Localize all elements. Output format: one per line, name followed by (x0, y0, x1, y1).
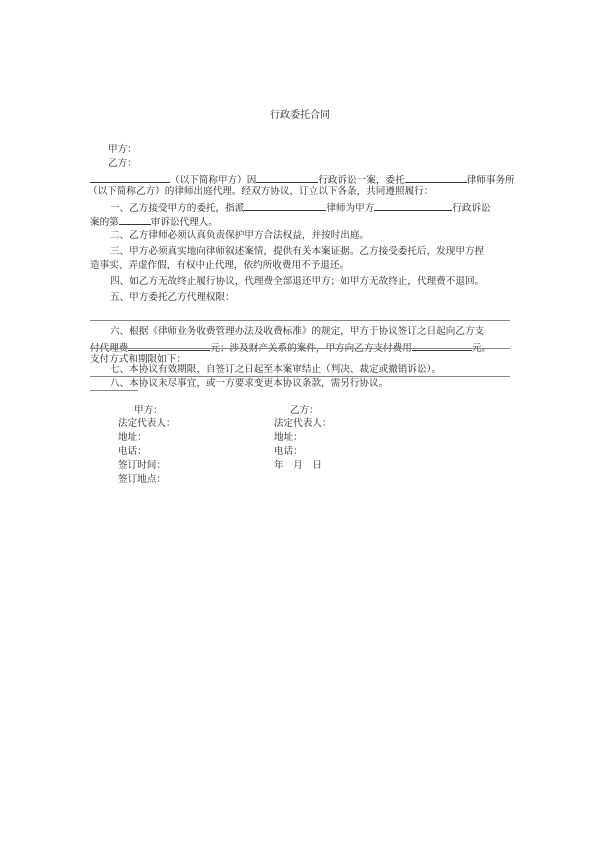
sig-b-phone: 电话： (274, 446, 303, 457)
intro-line-2: （以下简称乙方）的律师出庭代理。经双方协议，订立以下各条，共同遵照履行： (88, 186, 434, 197)
page-title: 行政委托合同 (270, 110, 330, 121)
clause-4: 四、如乙方无故终止履行协议，代理费全部退还甲方；如甲方无故终止，代理费不退回。 (110, 276, 485, 287)
clause-6-text-c: 元。 (471, 343, 492, 354)
clause-1-text-b: 律师为甲方 (326, 203, 375, 214)
authority-blank-line[interactable] (90, 320, 510, 321)
clause-6-text-b: 元；涉及财产关系的案件，甲方向乙方支付费用 (210, 343, 412, 354)
blank-admin-case[interactable] (374, 200, 452, 211)
party-b-label: 乙方： (108, 158, 137, 169)
blank-agency-fee[interactable] (128, 340, 210, 351)
payment-rule-1 (90, 348, 510, 349)
sig-time-label: 签订时间： (118, 460, 166, 471)
clause-1-text-a: 一、乙方接受甲方的委托，指派 (110, 203, 245, 214)
blank-property-fee[interactable] (412, 340, 472, 351)
clause-6-line-3: 支付方式和期限如下： (90, 354, 186, 365)
blank-lawyer[interactable] (244, 200, 326, 211)
sig-a-rep: 法定代表人： (118, 418, 176, 429)
clause-1-text-e: 审诉讼代理人。 (150, 217, 218, 228)
sig-place-label: 签订地点： (118, 474, 166, 485)
intro-text-2: 行政诉讼一案，委托 (318, 175, 405, 186)
sig-b-address: 地址： (274, 432, 303, 443)
clause-7: 七、本协议有效期限，自签订之日起至本案审结止（判决、裁定或撤销诉讼）。 (110, 364, 441, 375)
payment-blank-line-short[interactable] (90, 390, 138, 391)
blank-client[interactable] (90, 172, 170, 183)
party-a-label: 甲方： (108, 144, 137, 155)
clause-6-line-1: 六、根据《律师业务收费管理办法及收费标准》的规定，甲方于协议签订之日起向乙方支 (110, 326, 485, 337)
clause-8: 八、本协议未尽事宜，或一方要求变更本协议条款，需另行协议。 (110, 378, 389, 389)
payment-blank-line[interactable] (90, 376, 510, 377)
sig-a-address: 地址： (118, 432, 147, 443)
clause-3-line-2: 造事实、弄虚作假，有权中止代理，依约所收费用不予退还。 (90, 260, 350, 271)
sig-a-phone: 电话： (118, 446, 147, 457)
clause-5: 五、甲方委托乙方代理权限： (110, 292, 235, 303)
intro-line-1 (90, 172, 515, 187)
clause-1-text-c: 行政诉讼 (452, 203, 491, 214)
blank-instance[interactable] (119, 214, 151, 225)
blank-firm[interactable] (405, 172, 467, 183)
intro-text-1: （以下简称甲方）因 (170, 175, 257, 186)
clause-1-line-1 (110, 200, 491, 215)
sig-party-b: 乙方： (290, 405, 319, 416)
clause-6-text-a: 付代理费 (90, 343, 129, 354)
clause-1-text-d: 案的第 (90, 217, 119, 228)
blank-case[interactable] (256, 172, 318, 183)
sig-b-rep: 法定代表人： (274, 418, 332, 429)
sig-date: 年 月 日 (274, 460, 322, 471)
intro-text-3: 律师事务所 (466, 175, 515, 186)
clause-1-line-2 (90, 214, 218, 229)
clause-2: 二、乙方律师必须认真负责保护甲方合法权益，并按时出庭。 (110, 230, 370, 241)
clause-3-line-1: 三、甲方必须真实地向律师叙述案情，提供有关本案证据。乙方接受委托后，发现甲方捏 (110, 246, 485, 257)
sig-party-a: 甲方： (134, 405, 163, 416)
